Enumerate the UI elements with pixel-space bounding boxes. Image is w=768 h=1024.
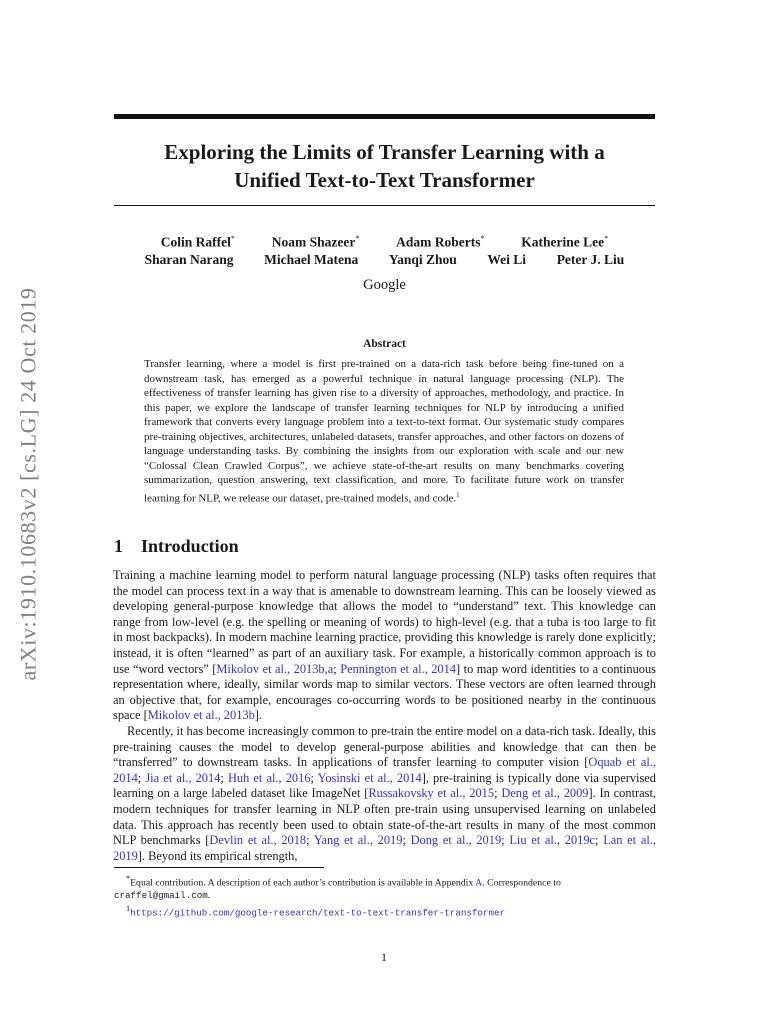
paper-title xyxy=(114,138,655,194)
body-text-run: ] to map word identities to a continuous representation where, ideally, similar words map to similar vectors. These vectors are often learned through an objective that, for example, encourages co-occurring words to be positioned nearby in the continuous space [ xyxy=(113,661,656,723)
citation-link[interactable]: Lan et al., 2019 xyxy=(113,833,656,863)
citation-link[interactable]: Oquab et al., 2014 xyxy=(113,755,656,785)
authors-row-2 xyxy=(114,252,655,268)
citation-link[interactable]: Huh et al., 2016 xyxy=(227,770,311,785)
footnote-ref[interactable]: 1 xyxy=(456,490,460,499)
citation-link[interactable]: Yang et al., 2019 xyxy=(313,833,403,848)
body-text-run: Training a machine learning model to perform natural language processing (NLP) tasks often requires that the model can process text in a way that is amenable to downstream learning. This can be loosely viewed as developing general-purpose knowledge that allows the model to “understand” text. This knowledge can range from low-level (e.g. the spelling or meaning of words) to high-level (e.g. that a tuba is too large to fit in most backpacks). In modern machine learning practice, providing this knowledge is rarely done explicitly; instead, it is often “learned” as part of an auxiliary task. For example, a historically common approach is to use “word vectors” [ xyxy=(113,568,656,676)
citation-link[interactable]: Deng et al., 2009 xyxy=(501,786,589,801)
body-text-run: ; xyxy=(595,833,604,848)
body-text-run: ; xyxy=(333,661,341,676)
citation-link[interactable]: Russakovsky et al., 2015 xyxy=(368,786,495,801)
body-text xyxy=(113,568,656,864)
footnotes xyxy=(114,872,659,920)
appendix-link[interactable]: A xyxy=(475,877,483,889)
body-text-run: ; xyxy=(501,833,510,848)
body-text-run: ; xyxy=(494,786,502,801)
author: Michael Matena xyxy=(264,252,359,267)
section-heading xyxy=(114,536,239,557)
body-text-run: ; xyxy=(402,833,411,848)
author: Wei Li xyxy=(487,252,527,267)
body-text-run: ]. In contrast, modern techniques for transfer learning in NLP often pre-train using unsupervised learning on unlabeled data. This approach has recently been used to obtain state-of-the-art results in many of the most common NLP benchmarks [ xyxy=(113,786,657,848)
author: Peter J. Liu xyxy=(556,252,625,267)
citation-link[interactable]: Jia et al., 2014 xyxy=(145,770,221,785)
body-text-run: Recently, it has become increasingly common to pre-train the entire model on a data-rich task. Ideally, this pre-training causes the model to develop general-purpose abilities and knowledge that can then be “transferred” to downstream tasks. In applications of transfer learning to computer vision [ xyxy=(113,723,656,770)
citation-link[interactable]: Mikolov et al., 2013b xyxy=(147,708,255,723)
paragraph xyxy=(113,568,656,724)
body-text-run: ; xyxy=(137,770,146,785)
citation-link[interactable]: Yosinski et al., 2014 xyxy=(317,770,422,785)
body-text-run: ]. Beyond its empirical strength, xyxy=(137,848,298,863)
section-number: 1 xyxy=(114,536,123,556)
footnote-rule xyxy=(114,867,324,868)
affiliation: Google xyxy=(363,277,406,293)
body-text-run: ; xyxy=(310,770,318,785)
title-line-1: Exploring the Limits of Transfer Learning with a xyxy=(164,140,605,164)
citation-link[interactable]: Mikolov et al., 2013b,a xyxy=(216,661,334,676)
paragraph xyxy=(113,724,656,864)
author: Noam Shazeer* xyxy=(271,234,360,250)
title-bottom-rule xyxy=(114,205,655,206)
author: Colin Raffel* xyxy=(160,234,235,250)
abstract-heading: Abstract xyxy=(363,338,406,350)
body-text-run: ; xyxy=(306,833,314,848)
abstract-text: Transfer learning, where a model is first pre-trained on a data-rich task before being fine-tuned on a downstream task, has emerged as a powerful technique in natural language processing (NLP). The effectiveness of transfer learning has given rise to a diversity of approaches, methodology, and practice. In this paper, we explore the landscape of transfer learning techniques for NLP by introducing a unified framework that converts every language problem into a text-to-text format. Our systematic study compares pre-training objectives, architectures, unlabeled datasets, transfer approaches, and other factors on dozens of language understanding tasks. By combining the insights from our exploration with scale and our new “Colossal Clean Crawled Corpus”, we achieve state-of-the-art results on many benchmarks covering summarization, question answering, text classification, and more. To facilitate future work on transfer learning for NLP, we release our dataset, pre-trained models, and code. xyxy=(144,358,624,505)
author: Adam Roberts* xyxy=(396,234,485,250)
citation-link[interactable]: Liu et al., 2019c xyxy=(509,833,596,848)
email: craffel@gmail.com xyxy=(114,890,208,902)
body-text-run: ; xyxy=(220,770,228,785)
title-top-rule xyxy=(114,114,655,119)
authors-row-1 xyxy=(114,234,655,251)
abstract-body xyxy=(144,357,624,506)
arxiv-identifier xyxy=(8,272,50,696)
footnote: *Equal contribution. A description of each author’s contribution is available in Appendix A. Correspondence to craffel@gmail.com. xyxy=(114,874,561,902)
author: Yanqi Zhou xyxy=(388,252,457,267)
arxiv-stamp-text: arXiv:1910.10683v2 [cs.LG] 24 Oct 2019 xyxy=(16,287,42,681)
body-text-run: ], pre-training is typically done via supervised learning on a large labeled dataset like ImageNet [ xyxy=(113,770,656,801)
title-line-2: Unified Text-to-Text Transformer xyxy=(234,168,535,192)
section-title: Introduction xyxy=(141,536,239,556)
body-text-run: ]. xyxy=(254,708,263,723)
citation-link[interactable]: Dong et al., 2019 xyxy=(410,833,502,848)
author: Sharan Narang xyxy=(144,252,234,267)
citation-link[interactable]: Devlin et al., 2018 xyxy=(209,833,307,848)
page-number: 1 xyxy=(381,950,387,964)
footnote: $^1$https://github.com/google-research/text-to-text-transfer-transformer xyxy=(126,904,505,919)
citation-link[interactable]: Pennington et al., 2014 xyxy=(340,661,456,676)
author: Katherine Lee* xyxy=(521,234,609,250)
github-link[interactable]: https://github.com/google-research/text-to-text-transfer-transformer xyxy=(130,907,505,919)
